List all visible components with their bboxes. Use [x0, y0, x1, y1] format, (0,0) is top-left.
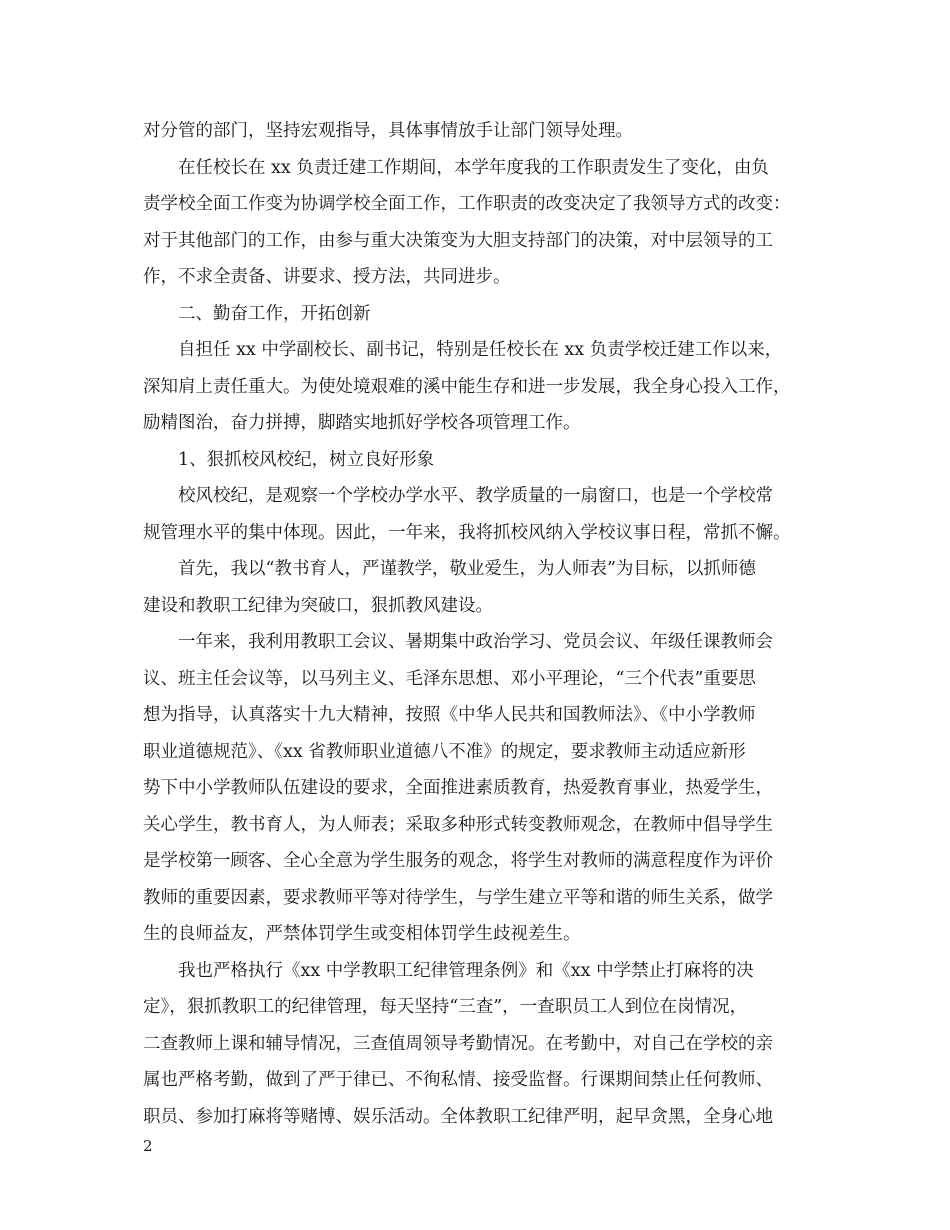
text-line: 二查教师上课和辅导情况，三查值周领导考勤情况。在考勤中，对自己在学校的亲	[143, 1033, 773, 1054]
text-line: 定》，狠抓教职工的纪律管理，每天坚持“三查”，一查职员工人到位在岗情况，	[143, 997, 748, 1017]
text-line: 是学校第一顾客、全心全意为学生服务的观念，将学生对教师的满意程度作为评价	[143, 851, 773, 871]
text-line: 深知肩上责任重大。为使处境艰难的溪中能生存和进一步发展，我全身心投入工作，	[143, 376, 791, 397]
text-line: 建设和教职工纪律为突破口，狠抓教风建设。	[143, 595, 493, 616]
text-line: 一年来，我利用教职工会议、暑期集中政治学习、党员会议、年级任课教师会	[178, 632, 773, 652]
text-line: 励精图治，奋力拼搏，脚踏实地抓好学校各项管理工作。	[143, 413, 581, 433]
text-line: 生的良师益友，严禁体罚学生或变相体罚学生歧视差生。	[143, 924, 581, 944]
text-line: 关心学生，教书育人，为人师表；采取多种形式转变教师观念，在教师中倡导学生	[143, 814, 773, 835]
text-line: 想为指导，认真落实十九大精神，按照《中华人民共和国教师法》、《中小学教师	[143, 705, 756, 725]
page-number: 2	[143, 1137, 153, 1155]
text-line: 二、勤奋工作，开拓创新	[178, 303, 371, 324]
text-line: 职业道德规范》、《xx 省教师职业道德八不准》的规定，要求教师主动适应新形	[143, 741, 746, 762]
text-line: 对于其他部门的工作，由参与重大决策变为大胆支持部门的决策，对中层领导的工	[143, 230, 773, 251]
text-line: 1、狠抓校风校纪，树立良好形象	[178, 449, 435, 470]
text-line: 教师的重要因素，要求教师平等对待学生，与学生建立平等和谐的师生关系，做学	[143, 887, 773, 908]
text-line: 责学校全面工作变为协调学校全面工作，工作职责的改变决定了我领导方式的改变：	[143, 194, 791, 214]
text-line: 对分管的部门，坚持宏观指导，具体事情放手让部门领导处理。	[143, 121, 633, 141]
text-line: 校风校纪，是观察一个学校办学水平、教学质量的一扇窗口，也是一个学校常	[178, 486, 773, 506]
text-line: 职员、参加打麻将等赌博、娱乐活动。全体教职工纪律严明，起早贪黑，全身心地	[143, 1106, 773, 1127]
text-line: 议、班主任会议等，以马列主义、毛泽东思想、邓小平理论，“三个代表”重要思	[143, 668, 756, 689]
text-line: 作，不求全责备、讲要求、授方法，共同进步。	[143, 267, 511, 287]
document-body	[143, 113, 813, 1135]
text-line: 首先，我以“教书育人，严谨教学，敬业爱生，为人师表”为目标，以抓师德	[178, 559, 756, 579]
text-line: 自担任 xx 中学副校长、副书记，特别是任校长在 xx 负责学校迁建工作以来，	[178, 340, 783, 360]
text-line: 属也严格考勤，做到了严于律已、不徇私情、接受监督。行课期间禁止任何教师、	[143, 1070, 773, 1090]
text-line: 我也严格执行《xx 中学教职工纪律管理条例》和《xx 中学禁止打麻将的决	[178, 960, 754, 981]
text-line: 在任校长在 xx 负责迁建工作期间，本学年度我的工作职责发生了变化，由负	[178, 157, 769, 178]
text-line: 规管理水平的集中体现。因此，一年来，我将抓校风纳入学校议事日程，常抓不懈。	[143, 522, 791, 543]
text-line: 势下中小学教师队伍建设的要求，全面推进素质教育，热爱教育事业，热爱学生，	[143, 778, 773, 798]
